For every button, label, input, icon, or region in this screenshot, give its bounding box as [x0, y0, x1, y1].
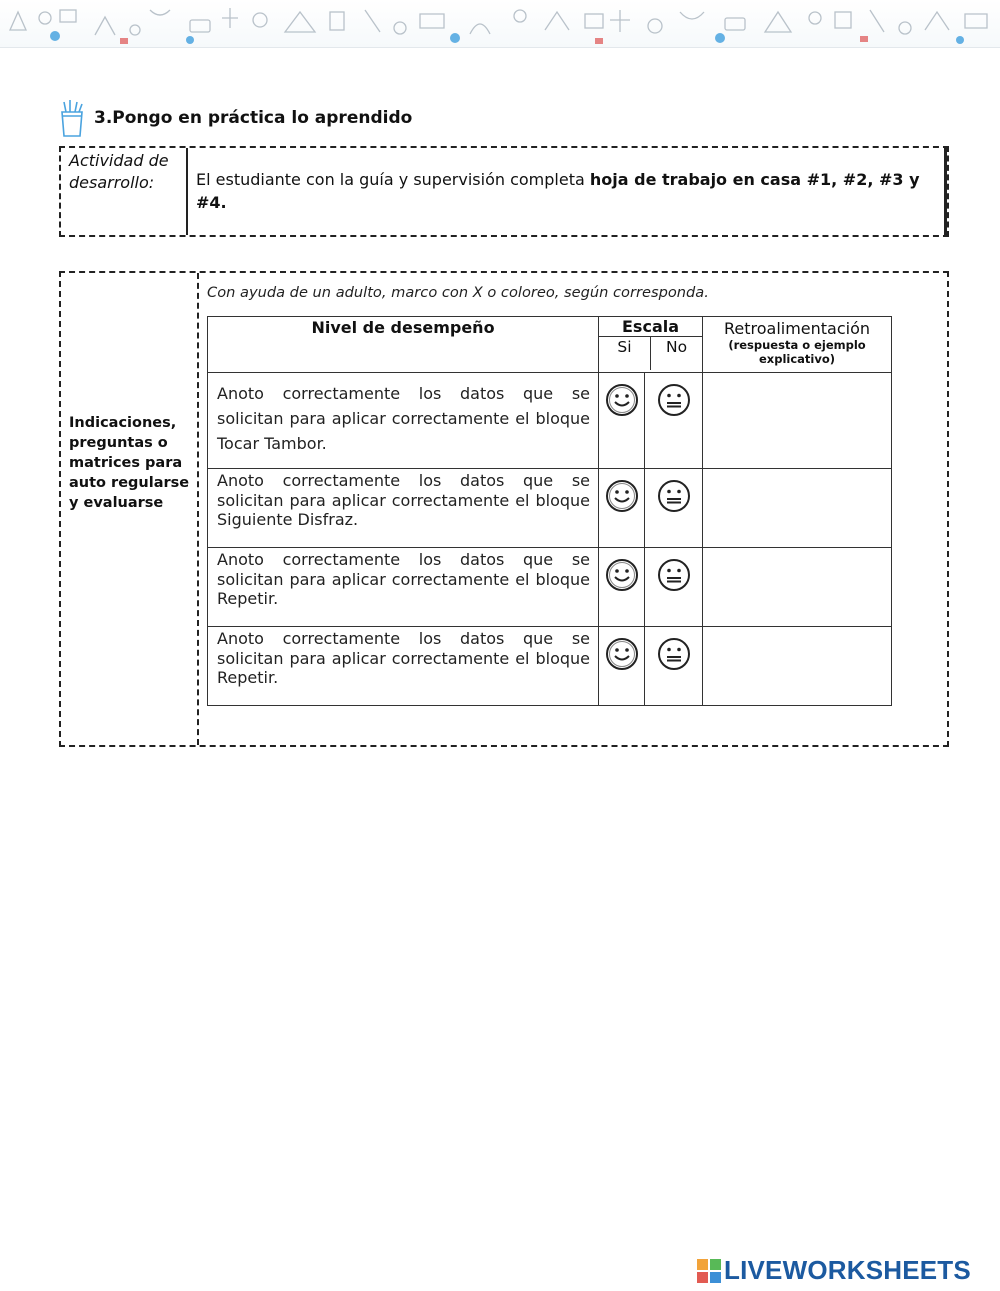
no-cell[interactable]	[645, 627, 703, 706]
neutral-face-icon[interactable]	[657, 479, 691, 513]
header-retro-title: Retroalimentación	[723, 319, 871, 338]
feedback-cell[interactable]	[703, 548, 892, 627]
rubric-table	[207, 316, 892, 706]
header-escala	[599, 317, 703, 373]
feedback-cell[interactable]	[703, 469, 892, 548]
section-title: 3.Pongo en práctica lo aprendido	[94, 108, 413, 128]
no-cell[interactable]	[645, 373, 703, 469]
activity-description	[188, 148, 947, 235]
neutral-face-icon[interactable]	[657, 637, 691, 671]
header-si-no	[599, 337, 702, 370]
criterion-text: Anoto correctamente los datos que se solicitan para aplicar correctamente el bloque Tocar Tambor.	[208, 373, 599, 469]
school-pattern-icon	[0, 0, 1000, 48]
header-nivel: Nivel de desempeño	[208, 317, 599, 373]
criterion-text: Anoto correctamente los datos que se solicitan para aplicar correctamente el bloque Repetir.	[208, 548, 599, 627]
table-row	[208, 548, 892, 627]
indications-column	[61, 273, 199, 745]
self-evaluation-box	[59, 271, 949, 747]
activity-box	[59, 146, 949, 237]
section-heading	[58, 98, 412, 138]
liveworksheets-blocks-icon	[697, 1259, 721, 1283]
yes-cell[interactable]	[599, 373, 645, 469]
activity-desc-text: El estudiante con la guía y supervisión completa	[196, 170, 590, 189]
header-si: Si	[599, 337, 651, 370]
neutral-face-icon[interactable]	[657, 383, 691, 417]
no-cell[interactable]	[645, 469, 703, 548]
header-banner	[0, 0, 1000, 48]
table-row	[208, 627, 892, 706]
header-no: No	[665, 338, 688, 356]
header-escala-label: Escala	[599, 317, 702, 337]
table-row	[208, 469, 892, 548]
header-retro	[703, 317, 892, 373]
pencil-cup-icon	[58, 98, 86, 138]
no-cell[interactable]	[645, 548, 703, 627]
liveworksheets-logo	[697, 1255, 971, 1286]
table-row	[208, 373, 892, 469]
feedback-cell[interactable]	[703, 373, 892, 469]
neutral-face-icon[interactable]	[657, 558, 691, 592]
brand-name: LIVEWORKSHEETS	[724, 1255, 971, 1285]
yes-cell[interactable]	[599, 548, 645, 627]
smiley-face-icon[interactable]	[605, 637, 639, 671]
activity-desc-bold: hoja de trabajo en casa #1, #2, #3 y #4.	[196, 170, 920, 212]
activity-label: Actividad de desarrollo:	[61, 148, 188, 235]
yes-cell[interactable]	[599, 469, 645, 548]
smiley-face-icon[interactable]	[605, 558, 639, 592]
table-header-row	[208, 317, 892, 373]
criterion-text: Anoto correctamente los datos que se solicitan para aplicar correctamente el bloque Siguiente Disfraz.	[208, 469, 599, 548]
criterion-text: Anoto correctamente los datos que se solicitan para aplicar correctamente el bloque Repetir.	[208, 627, 599, 706]
feedback-cell[interactable]	[703, 627, 892, 706]
header-retro-sub: (respuesta o ejemplo explicativo)	[728, 338, 866, 366]
smiley-face-icon[interactable]	[605, 383, 639, 417]
yes-cell[interactable]	[599, 627, 645, 706]
instruction-text: Con ayuda de un adulto, marco con X o coloreo, según corresponda.	[207, 284, 709, 301]
smiley-face-icon[interactable]	[605, 479, 639, 513]
indications-label: Indicaciones, preguntas o matrices para auto regularse y evaluarse	[69, 415, 190, 511]
